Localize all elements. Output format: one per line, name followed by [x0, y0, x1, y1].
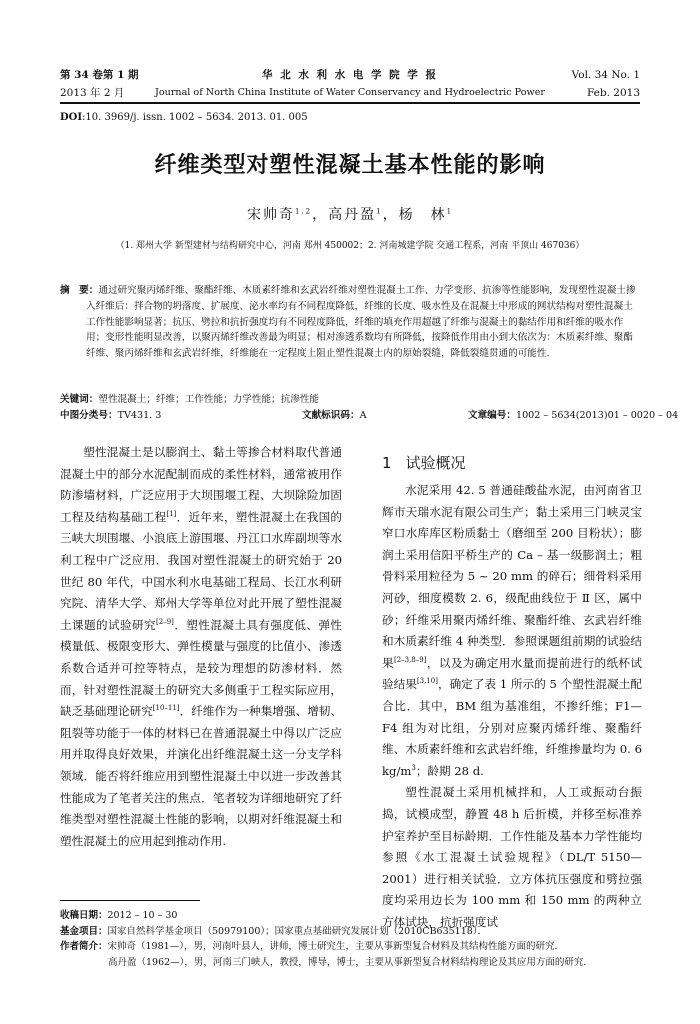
section-text: ，确定了表 1 所示的 5 个塑性混凝土配合比．其中，BM 组为基准组，不掺纤维；F1—F4 组为对比组，分别对应聚丙烯纤维、聚酯纤维、木质素纤维和玄武岩纤维，纤维掺量均为 0. 6 kg/m [382, 677, 642, 778]
author-name: 宋帅奇 [246, 207, 295, 223]
section-heading [382, 452, 466, 473]
author-bio-label: 作者简介： [60, 941, 108, 953]
intro-column [60, 442, 342, 852]
author-bio [60, 939, 642, 955]
section-paragraph: 塑性混凝土采用机械拌和，人工或振动台振捣，试模成型，静置 48 h 后折模，并移至标准养护室养护至目标龄期．工作性能及基本力学性能均参照《水工混凝土试验规程》（DL/T 5150—2001）进行相关试验．立方体抗压强度和劈拉强度均采用边长为 100 mm 和 150 mm 的两种立方体试块，抗折强度试 [382, 785, 642, 929]
clc-label: 中图分类号： [60, 410, 118, 421]
clc-number [60, 408, 161, 423]
abstract-label: 摘 要： [60, 285, 99, 296]
citation: [3,10] [416, 677, 438, 686]
citation: [1] [166, 509, 177, 518]
paper-title: 纤维类型对塑性混凝土基本性能的影响 [154, 153, 546, 178]
received-date [60, 908, 642, 924]
section-body [382, 480, 642, 933]
keywords-text: 塑性混凝土；纤维；工作性能；力学性能；抗渗性能 [98, 394, 320, 405]
author-bio-2: 高丹盈（1962—），男，河南三门峡人，教授，博导，博士，主要从事新型复合材料结构理论及其应用方面的研究． [108, 956, 593, 968]
doc-value: A [359, 410, 367, 421]
unit-superscript: 3 [411, 763, 416, 772]
volume-issue-en: Vol. 34 No. 1 [571, 69, 640, 81]
section-text: ，以及为确定用水量而提前进行的纸杯试验结果 [382, 655, 642, 692]
author-affil-mark: 1 [376, 207, 383, 216]
doi-line [60, 112, 308, 123]
date-en: Feb. 2013 [586, 87, 640, 99]
author-separator: ， [312, 207, 329, 223]
affiliation: （1. 郑州大学 新型建材与结构研究中心，河南 郑州 450002；2. 河南城建学院 交通工程系，河南 平顶山 467036） [115, 241, 585, 251]
keywords-label: 关键词： [60, 394, 99, 405]
citation: [2–3,8–9] [393, 655, 427, 664]
author-list [0, 204, 700, 224]
volume-issue-cn: 第 34 卷第 1 期 [60, 69, 139, 81]
citation: [2–9] [156, 617, 174, 626]
intro-text: ．纤维作为一种集增强、增韧、阻裂等功能于一体的材料已在普通混凝土中得以广泛应用并取得良好效果，并演化出纤维混凝土这一分支学科领域．能否将纤维应用到塑性混凝土中以进一步改善其性能成为了笔者关注的焦点．笔者较为详细地研究了纤维类型对塑性混凝土性能的影响，以期对纤维混凝土和塑性混凝土的应用起到推动作用. [60, 704, 342, 848]
section-text: 水泥采用 42. 5 普通硅酸盐水泥，由河南省卫辉市天瑞水泥有限公司生产；黏土采用三门峡灵宝窄口水库库区粉质黏土（磨细至 200 目粉状）；膨润土采用信阳平桥生产的 Ca – 基一级膨润土；粗骨料采用粒径为 5 ~ 20 mm 的碎石；细骨料采用河砂，细度模数 2. 6，级配曲线位于 Ⅱ 区，属中砂；纤维采用聚丙烯纤维、聚酯纤维、玄武岩纤维和木质素纤维 4 种类型．参照课题组前期的试验结果 [382, 483, 642, 670]
art-label: 文章编号： [468, 410, 516, 421]
fund-value: 国家自然科学基金项目（50979100）；国家重点基础研究发展计划（2010CB635118）． [107, 925, 488, 937]
abstract-text: 通过研究聚丙烯纤维、聚酯纤维、木质素纤维和玄武岩纤维对塑性混凝土工作、力学变形、抗渗等性能影响，发现塑性混凝土掺入纤维后：拌合物的坍落度、扩展度、泌水率均有不同程度降低，纤维的长度、吸水性及在混凝土中形成的网状结构对塑性混凝土工作性能影响显著；抗压、劈拉和抗折强度均有不同程度降低，纤维的填充作用超越了纤维与混凝土的黏结作用和纤维的吸水作用；变形性能明显改善，以聚丙烯纤维改善最为明显；相对渗透系数均有所降低，按降低作用由小到大依次为：木质素纤维、聚酯纤维、聚丙烯纤维和玄武岩纤维，纤维能在一定程度上阻止塑性混凝土内的原始裂缝，降低裂缝贯通的可能性. [86, 285, 636, 360]
section-number: 1 [382, 454, 392, 472]
author-affil-mark: 1 [446, 207, 454, 216]
keywords [60, 392, 642, 407]
section-text: ；龄期 28 d. [415, 763, 484, 778]
abstract [60, 283, 642, 362]
author-name: 高丹盈 [328, 207, 377, 223]
author-name: 杨 林 [398, 207, 447, 223]
doc-label: 文献标识码： [302, 410, 360, 421]
journal-name-cn: 华 北 水 利 水 电 学 院 学 报 [262, 69, 438, 81]
intro-text: ．近年来，塑性混凝土在我国的三峡大坝围堰、小浪底上游围堰、丹江口水库副坝等水利工程中广泛应用．我国对塑性混凝土的研究始于 20 世纪 80 年代，中国水利水电基础工程局、长江水利研究院、清华大学、郑州大学等单位对此开展了塑性混凝土课题的试验研究 [60, 509, 342, 632]
doi-value: :10. 3969/j. issn. 1002 – 5634. 2013. 01. 005 [82, 112, 308, 123]
art-value: 1002 – 5634(2013)01 – 0020 – 04 [515, 410, 679, 421]
received-value: 2012 – 10 – 30 [107, 910, 178, 921]
author-bio-text: 宋帅奇（1981—），男，河南叶县人，讲师，博士研究生，主要从事新型复合材料及其结构性能方面的研究． [107, 941, 564, 953]
doi-label: DOI [60, 112, 83, 123]
section-title: 试验概况 [405, 454, 466, 472]
fund-label: 基金项目： [60, 925, 108, 937]
clc-value: TV431. 3 [117, 410, 162, 421]
date-cn: 2013 年 2 月 [60, 87, 125, 99]
doc-code [302, 408, 367, 423]
section-paragraph [382, 480, 642, 782]
intro-text: 塑性混凝土是以膨润土、黏土等掺合材料取代普通混凝土中的部分水泥配制而成的柔性材料，通常被用作防渗墙材料，广泛应用于大坝围堰工程、大坝除险加固工程及结构基础工程 [60, 445, 342, 524]
fund-info [60, 924, 642, 940]
author-separator: ， [382, 207, 399, 223]
article-number [468, 408, 678, 423]
citation: [10–11] [152, 704, 180, 713]
intro-text: ．塑性混凝土具有强度低、弹性模量低、极限变形大、弹性模量与强度的比值小、渗透系数合适并可控等特点，是较为理想的防渗材料．然而，针对塑性混凝土的研究大多侧重于工程实际应用，缺乏基础理论研究 [60, 617, 342, 719]
intro-paragraph [60, 442, 342, 852]
author-affil-mark: 1,2 [294, 207, 313, 216]
journal-name-en: Journal of North China Institute of Water Conservancy and Hydroelectric Power [155, 87, 545, 98]
received-label: 收稿日期： [60, 910, 108, 921]
footnote [60, 908, 642, 970]
footnote-rule [60, 900, 200, 901]
header-rule [60, 102, 640, 104]
